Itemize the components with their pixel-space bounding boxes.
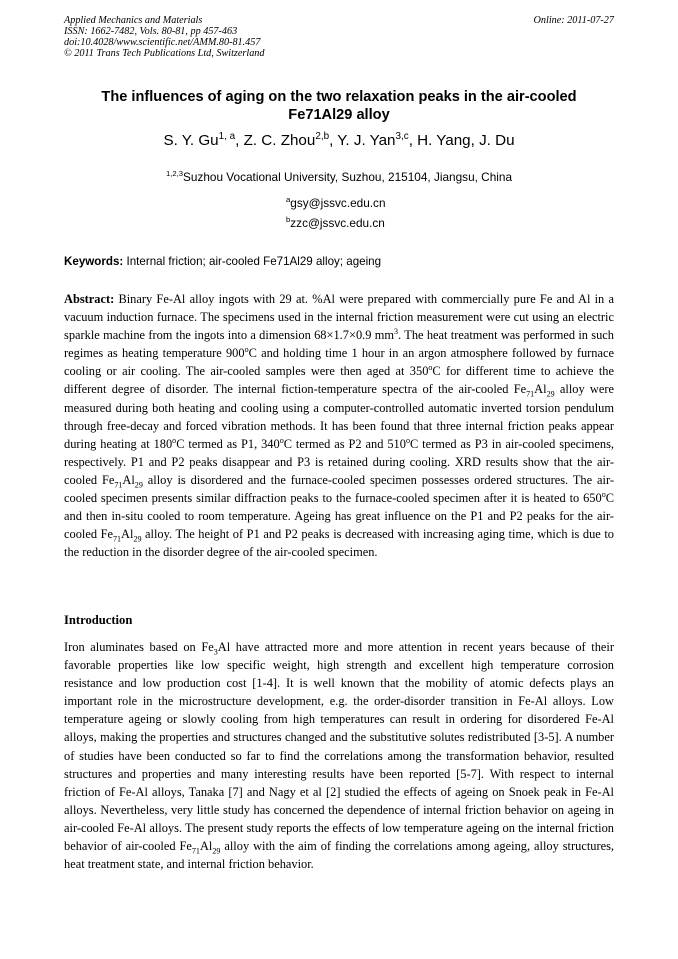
abstract-text: . The heat treatment was performed in such regimes as heating temperature 900 xyxy=(64,328,614,361)
abstract-text: alloy. The height of P1 and P2 peaks is decreased with increasing aging time, which is due to the reduction in the disorder degree of the air-cooled specimen. xyxy=(64,527,614,560)
degree-mark: o xyxy=(601,489,606,499)
author-list: S. Y. Gu$^{1, a}$, Z. C. Zhou$^{2,b}$, Y. J. Yan$^{3,c}$, H. Yang, J. Du xyxy=(163,130,515,149)
subscript: 29 xyxy=(133,534,142,544)
email-line xyxy=(286,213,386,233)
degree-mark: o xyxy=(405,435,410,445)
doi-line: doi:10.4028/www.scientific.net/AMM.80-81.457 xyxy=(64,37,261,48)
author-name: Z. C. Zhou xyxy=(243,132,316,149)
abstract-text: C and then in-situ cooled to room temperature. Ageing has great influence on the P1 and P2 peaks for the air-cooled Fe xyxy=(64,491,614,542)
subscript: 71 xyxy=(526,389,535,399)
abstract xyxy=(64,290,614,561)
subscript: 29 xyxy=(546,389,555,399)
degree-mark: o xyxy=(428,363,433,373)
degree-mark: o xyxy=(244,345,249,355)
section-heading-introduction: Introduction xyxy=(64,613,133,627)
subscript: 71 xyxy=(112,534,122,544)
author-affil-mark: 2,b xyxy=(315,130,330,142)
degree-mark: o xyxy=(172,435,177,445)
abstract-text: C and holding time 1 hour in an argon atmosphere followed by furnace cooling or air cooling. The air-cooled samples were then aged at 350 xyxy=(64,346,614,379)
copyright-line: © 2011 Trans Tech Publications Ltd, Switzerland xyxy=(64,48,265,59)
email-mark: b xyxy=(286,215,291,225)
element-symbol: Al xyxy=(122,472,135,487)
element-symbol: Al xyxy=(534,382,547,397)
email-list xyxy=(286,193,386,233)
author-name: Y. J. Yan xyxy=(337,132,396,149)
title-line-1: The influences of aging on the two relaxation peaks in the air-cooled xyxy=(101,89,577,105)
email-line xyxy=(286,193,386,213)
affiliation-text: Suzhou Vocational University, Suzhou, 215104, Jiangsu, China xyxy=(183,170,513,184)
issn-line: ISSN: 1662-7482, Vols. 80-81, pp 457-463 xyxy=(64,26,238,37)
subscript: 71 xyxy=(114,480,123,490)
title-line-2: Fe71Al29 alloy xyxy=(288,107,390,123)
keywords-label: Keywords: xyxy=(64,255,124,268)
author-name: S. Y. Gu xyxy=(163,132,219,149)
abstract-text: alloy were measured during both heating and cooling using a computer-controlled automatic inverted torsion pendulum through free-decay and forced vibration methods. It has been found that three internal friction peaks appear during heating at 180 xyxy=(64,382,614,451)
abstract-text: C termed as P3 in air-cooled specimens, respectively. P1 and P2 peaks disappear and P3 is retained during cooling. XRD results show that the air-cooled Fe xyxy=(64,436,614,487)
intro-text: Iron aluminates based on Fe xyxy=(64,640,214,654)
introduction-text xyxy=(64,638,614,873)
keywords xyxy=(64,254,381,270)
affiliation xyxy=(64,169,614,185)
email-address: zzc@jssvc.edu.cn xyxy=(290,216,385,230)
subscript: 29 xyxy=(212,846,221,856)
intro-text: Al have attracted more and more attention in recent years because of their favorable properties like low specific weight, high strength and excellent high temperature corrosion resistance and low production cost [1-4]. It is well known that the mobility of atomic defects plays an important role in the microstructure development, e.g. the order-disorder transition in Fe-Al alloys. Low temperature ageing or slowly cooling from high temperatures can result in ordering for disordered Fe-Al alloys, making the properties and structures changed and the substitutive solutes redistributed [3-5]. A number of studies have been conducted so far to find the correlations among the transformation behavior, resulted structures and properties and many interesting results have been reported [5-7]. With respect to internal friction of Fe-Al alloys, Tanaka [7] and Nagy et al [2] studied the effects of ageing on Snoek peak in Fe-Al alloys. Nevertheless, very little study has concerned the dependence of internal friction behavior on ageing in air-cooled Fe-Al alloys. The present study reports the effects of low temperature ageing on the internal friction behavior of air-cooled Fe xyxy=(64,640,614,854)
abstract-text: C for different time to achieve the different degree of disorder. The internal fiction-temperature spectra of the air-cooled Fe xyxy=(64,364,614,397)
journal-name: Applied Mechanics and Materials xyxy=(64,15,203,26)
subscript: 71 xyxy=(191,846,200,856)
abstract-label: Abstract: xyxy=(64,292,115,306)
intro-text: alloy with the aim of finding the correlations among ageing, alloy structures, heat treatment state, and internal friction behavior. xyxy=(64,839,615,872)
degree-mark: o xyxy=(279,435,284,445)
element-symbol: Al xyxy=(199,839,213,854)
abstract-text: C termed as P2 and 510 xyxy=(283,436,406,451)
keywords-text: Internal friction; air-cooled Fe71Al29 alloy; ageing xyxy=(126,255,382,268)
paper-title xyxy=(64,88,614,124)
subscript: 29 xyxy=(134,480,143,490)
subscript: 3 xyxy=(213,647,218,657)
author-affil-mark: 3,c xyxy=(395,130,409,142)
abstract-text: C termed as P1, 340 xyxy=(176,436,280,451)
abstract-text: Binary Fe-Al alloy ingots with 29 at. %Al were prepared with commercially pure Fe and Al in a vacuum induction furnace. The specimens used in the internal friction measurement were cut using an electric sparkle machine from the ingots into a dimension 68×1.7×0.9 mm xyxy=(64,292,614,343)
journal-header xyxy=(64,15,264,59)
author-name: J. Du xyxy=(479,132,515,149)
author-name: H. Yang xyxy=(417,132,471,149)
affiliation-mark: 1,2,3 xyxy=(165,169,184,179)
author-affil-mark: 1, a xyxy=(218,130,236,142)
superscript: 3 xyxy=(394,327,399,337)
online-date: Online: 2011-07-27 xyxy=(533,15,614,26)
element-symbol: Al xyxy=(121,527,134,542)
email-address: gsy@jssvc.edu.cn xyxy=(290,196,386,210)
email-mark: a xyxy=(286,195,291,205)
abstract-text: alloy is disordered and the furnace-cooled specimen possesses ordered structures. The air-cooled specimen presents similar diffraction peaks to the furnace-cooled specimen after it is heated to 650 xyxy=(64,472,614,506)
